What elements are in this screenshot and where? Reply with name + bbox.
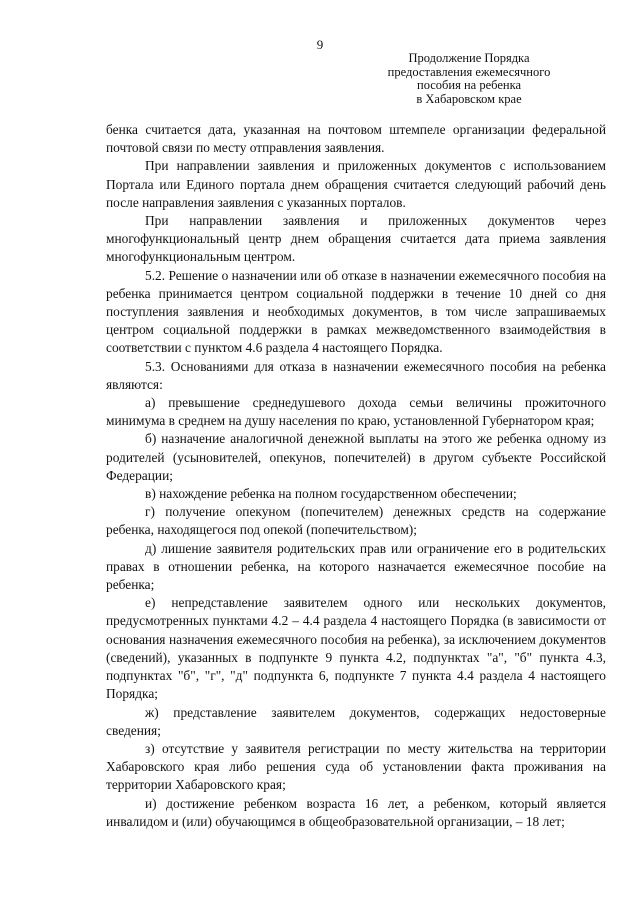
header-note-line: Продолжение Порядка (408, 51, 530, 65)
header-note-line: пособия на ребенка (417, 78, 521, 92)
body-paragraph: в) нахождение ребенка на полном государственном обеспечении; (145, 486, 517, 502)
header-note (354, 52, 584, 106)
body-paragraph: а) превышение среднедушевого дохода семьи величины прожиточного минимума в среднем на душу населения по краю, установленной Губернатором края; (106, 395, 606, 429)
body-paragraph: д) лишение заявителя родительских прав или ограничение его в родительских правах в отношении ребенка, на которого назначается ежемесячное пособие на ребенка; (106, 540, 606, 593)
body-paragraph: При направлении заявления и приложенных документов через многофункциональный центр днем обращения считается дата приема заявления многофункциональным центром. (106, 213, 606, 265)
body-paragraph: г) получение опекуном (попечителем) денежных средств на содержание ребенка, находящегося под опекой (попечительством); (106, 504, 606, 538)
page-number: 9 (316, 37, 324, 52)
header-note-line: предоставления ежемесячного (387, 64, 551, 79)
body-paragraph: е) непредставление заявителем одного или нескольких документов, предусмотренных пунктами 4.2 – 4.4 раздела 4 настоящего Порядка (в зависимости от основания назначения ежемесячного пособия на ребенка), за исключением документов (сведений), указанных в подпункте 9 пункта 4.2, подпунктах "а", "б" пункта 4.3, подпунктах "б", "г", "д" подпункта 6, подпункте 7 пункта 4.4 раздела 4 настоящего Порядка; (106, 595, 606, 702)
body-paragraph: 5.3. Основаниями для отказа в назначении ежемесячного пособия на ребенка являются: (106, 358, 606, 392)
body-paragraph: б) назначение аналогичной денежной выплаты на этого же ребенка одному из родителей (усыновителей, опекунов, попечителей) в другом субъекте Российской Федерации; (106, 431, 606, 483)
document-body (106, 121, 606, 831)
body-paragraph: 5.2. Решение о назначении или об отказе в назначении ежемесячного пособия на ребенка принимается центром социальной поддержки в течение 10 дней со дня поступления заявления и необходимых документов, в том числе запрашиваемых центром социальной поддержки в рамках межведомственного взаимодействия в соответствии с пунктом 4.6 раздела 4 настоящего Порядка. (106, 267, 606, 356)
body-paragraph: ж) представление заявителем документов, содержащих недостоверные сведения; (106, 704, 606, 738)
header-note-line: в Хабаровском крае (416, 91, 522, 106)
body-paragraph: бенка считается дата, указанная на почтовом штемпеле организации федеральной почтовой связи по месту отправления заявления. (106, 122, 606, 156)
body-paragraph: и) достижение ребенком возраста 16 лет, а ребенком, который является инвалидом и (или) обучающимся в общеобразовательной организации, – 18 лет; (106, 795, 606, 829)
body-paragraph: з) отсутствие у заявителя регистрации по месту жительства на территории Хабаровского края либо решения суда об установлении факта проживания на территории Хабаровского края; (106, 740, 606, 793)
body-paragraph: При направлении заявления и приложенных документов с использованием Портала или Единого портала днем обращения считается следующий рабочий день после направления заявления с указанных порталов. (106, 158, 606, 210)
